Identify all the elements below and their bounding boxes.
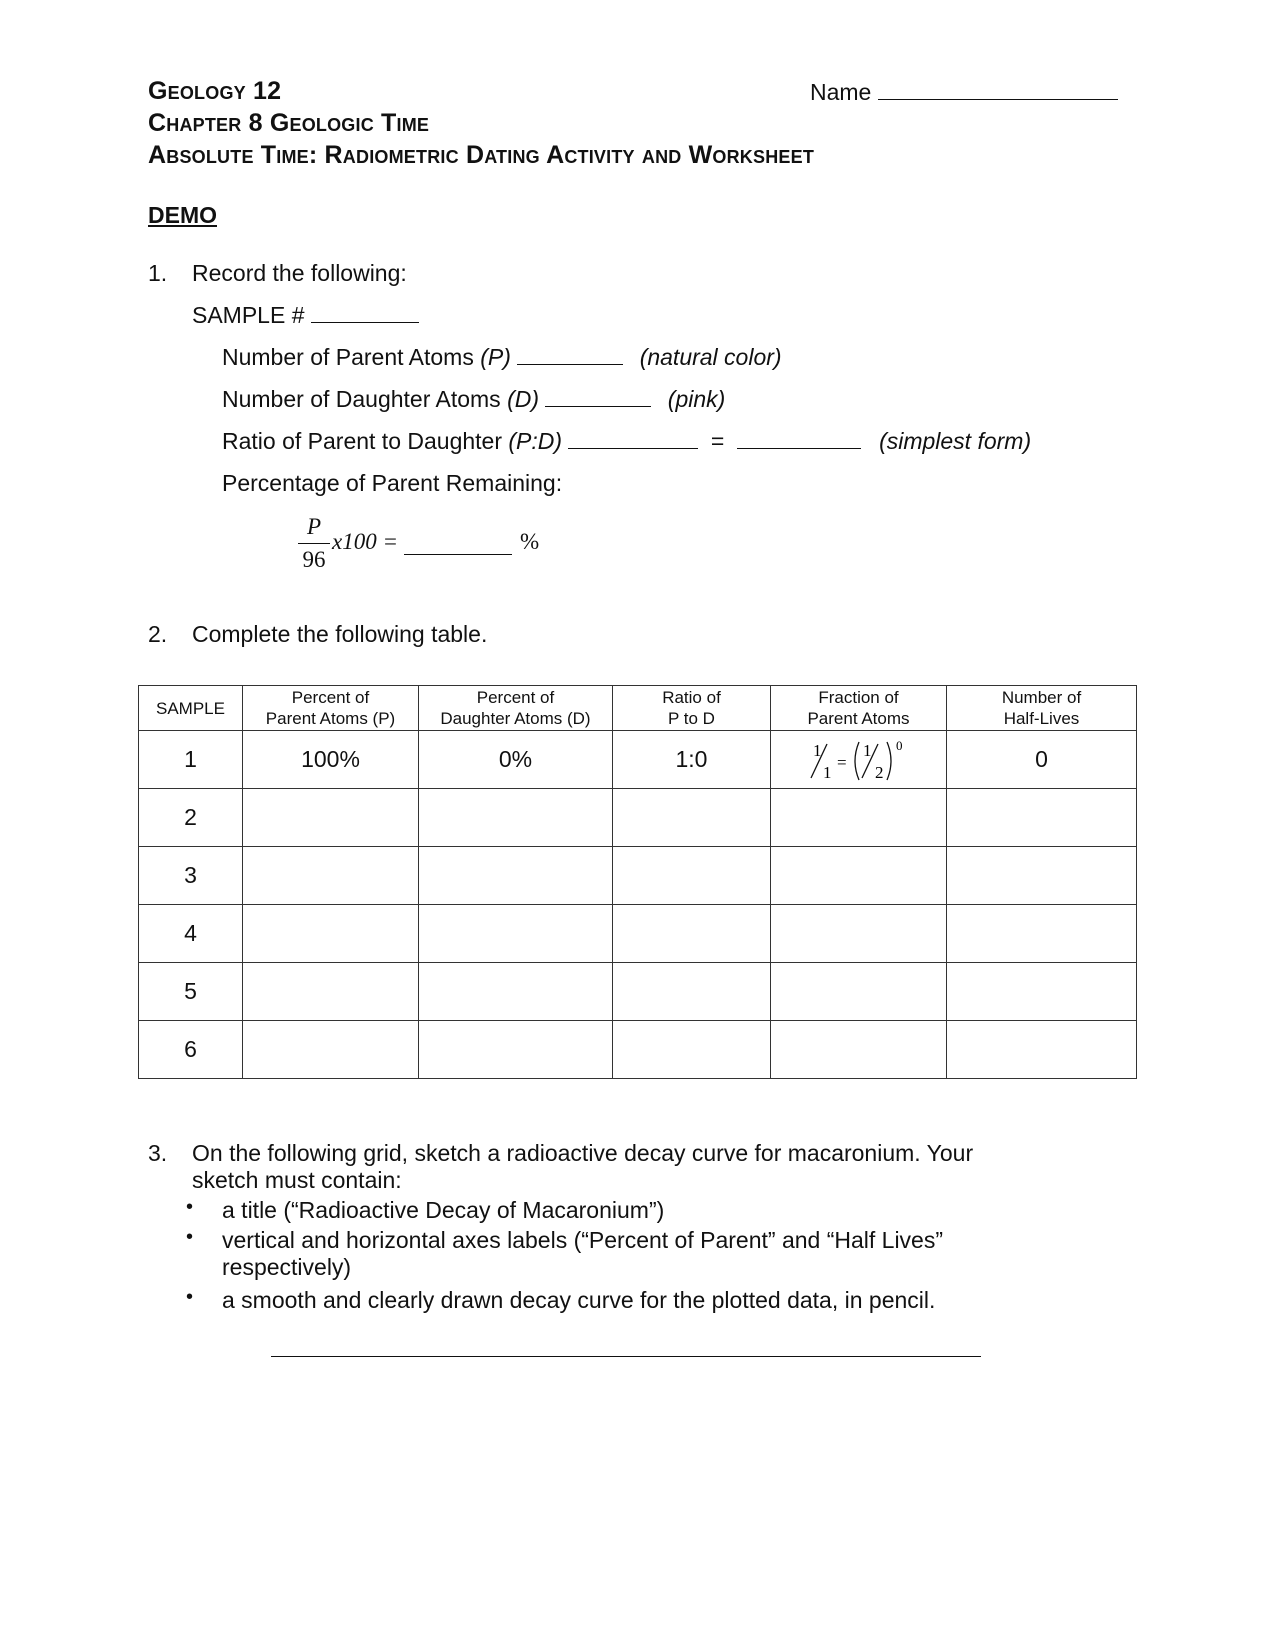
cell-half-lives[interactable] bbox=[947, 963, 1137, 1021]
cell-fraction[interactable] bbox=[771, 963, 947, 1021]
cell-half-lives[interactable] bbox=[947, 905, 1137, 963]
bullet-dot: • bbox=[186, 1286, 194, 1308]
course-title: Geology 12 bbox=[148, 77, 282, 105]
cell-fraction[interactable] bbox=[771, 847, 947, 905]
daughter-blank[interactable] bbox=[545, 386, 651, 407]
fraction-a-den: 1 bbox=[822, 762, 831, 782]
daughter-label: Number of Daughter Atoms bbox=[222, 386, 508, 412]
cell-sample: 5 bbox=[139, 963, 243, 1021]
cell-ratio[interactable]: 1:0 bbox=[613, 731, 771, 789]
name-label: Name bbox=[810, 79, 872, 105]
q3-prompt-line1: On the following grid, sketch a radioactive decay curve for macaronium. Your bbox=[192, 1140, 974, 1166]
table-header-row bbox=[139, 686, 1137, 731]
formula-multiplier: x100 = bbox=[332, 529, 398, 554]
cell-ratio[interactable] bbox=[613, 847, 771, 905]
cell-daughter[interactable] bbox=[419, 905, 613, 963]
cell-sample: 2 bbox=[139, 789, 243, 847]
header-sample: SAMPLE bbox=[139, 686, 243, 731]
cell-sample: 3 bbox=[139, 847, 243, 905]
bullet-dot: • bbox=[186, 1226, 194, 1248]
parent-atoms-field[interactable] bbox=[222, 343, 782, 371]
table-row bbox=[139, 963, 1137, 1021]
parent-blank[interactable] bbox=[517, 344, 623, 365]
q3-prompt-line2: sketch must contain: bbox=[192, 1167, 402, 1193]
ratio-equals: = bbox=[710, 428, 725, 454]
name-field[interactable] bbox=[810, 78, 1118, 106]
header-percent-parent: Percent of Parent Atoms (P) bbox=[243, 686, 419, 731]
daughter-atoms-field[interactable] bbox=[222, 385, 725, 413]
q1-prompt: Record the following: bbox=[192, 260, 407, 286]
header-ratio: Ratio of P to D bbox=[613, 686, 771, 731]
cell-sample: 6 bbox=[139, 1021, 243, 1079]
table-row bbox=[139, 789, 1137, 847]
cell-half-lives[interactable] bbox=[947, 1021, 1137, 1079]
cell-fraction[interactable] bbox=[771, 731, 947, 789]
fraction-a-num: 1 bbox=[812, 740, 821, 760]
cell-ratio[interactable] bbox=[613, 905, 771, 963]
header-half-lives: Number of Half-Lives bbox=[947, 686, 1137, 731]
ratio-blank-2[interactable] bbox=[737, 428, 861, 449]
parent-note: (natural color) bbox=[639, 344, 782, 370]
fraction-b-num: 1 bbox=[862, 740, 871, 760]
cell-parent[interactable] bbox=[243, 905, 419, 963]
cell-daughter[interactable]: 0% bbox=[419, 731, 613, 789]
ratio-var: (P:D) bbox=[508, 428, 563, 454]
q2-number: 2. bbox=[148, 621, 168, 647]
half-life-table bbox=[138, 685, 1137, 1079]
parent-var: (P) bbox=[480, 344, 511, 370]
header-percent-daughter: Percent of Daughter Atoms (D) bbox=[419, 686, 613, 731]
paren-right bbox=[887, 742, 891, 780]
formula-percent-sign: % bbox=[520, 529, 540, 554]
chapter-title: Chapter 8 Geologic Time bbox=[148, 109, 430, 137]
cell-sample: 1 bbox=[139, 731, 243, 789]
q3-bullet-curve: a smooth and clearly drawn decay curve for the plotted data, in pencil. bbox=[222, 1287, 936, 1313]
sample-blank[interactable] bbox=[311, 302, 419, 323]
fraction-exponent: 0 bbox=[895, 737, 902, 753]
formula-denominator: 96 bbox=[302, 547, 326, 572]
cell-half-lives[interactable]: 0 bbox=[947, 731, 1137, 789]
cell-fraction[interactable] bbox=[771, 789, 947, 847]
cell-sample: 4 bbox=[139, 905, 243, 963]
cell-daughter[interactable] bbox=[419, 847, 613, 905]
fraction-b-den: 2 bbox=[874, 762, 883, 782]
q2-prompt: Complete the following table. bbox=[192, 621, 488, 647]
table-row bbox=[139, 847, 1137, 905]
header-fraction: Fraction of Parent Atoms bbox=[771, 686, 947, 731]
q1-number: 1. bbox=[148, 260, 168, 286]
q3-bullet-title: a title (“Radioactive Decay of Macaronium”) bbox=[222, 1197, 665, 1223]
percent-remaining-label: Percentage of Parent Remaining: bbox=[222, 470, 563, 496]
formula-fraction-bar bbox=[298, 543, 330, 544]
cell-half-lives[interactable] bbox=[947, 847, 1137, 905]
worksheet-title: Absolute Time: Radiometric Dating Activity and Worksheet bbox=[148, 141, 815, 169]
table-row bbox=[139, 1021, 1137, 1079]
table-row bbox=[139, 731, 1137, 789]
ratio-label: Ratio of Parent to Daughter bbox=[222, 428, 509, 454]
fraction-expression bbox=[799, 736, 919, 784]
bullet-dot: • bbox=[186, 1196, 194, 1218]
cell-fraction[interactable] bbox=[771, 1021, 947, 1079]
q3-number: 3. bbox=[148, 1140, 168, 1166]
sample-label: SAMPLE # bbox=[192, 302, 305, 328]
cell-parent[interactable] bbox=[243, 963, 419, 1021]
demo-heading: DEMO bbox=[148, 202, 217, 228]
cell-ratio[interactable] bbox=[613, 963, 771, 1021]
formula-numerator: P bbox=[306, 514, 322, 539]
q3-bullet-axes: vertical and horizontal axes labels (“Percent of Parent” and “Half Lives” bbox=[222, 1227, 944, 1253]
cell-ratio[interactable] bbox=[613, 789, 771, 847]
ratio-note: (simplest form) bbox=[879, 428, 1032, 454]
parent-label: Number of Parent Atoms bbox=[222, 344, 481, 370]
graph-title-blank[interactable] bbox=[271, 1356, 981, 1357]
ratio-blank-1[interactable] bbox=[568, 428, 698, 449]
formula-blank[interactable] bbox=[404, 554, 512, 555]
name-blank[interactable] bbox=[878, 79, 1118, 100]
cell-parent[interactable] bbox=[243, 847, 419, 905]
cell-parent[interactable]: 100% bbox=[243, 731, 419, 789]
cell-fraction[interactable] bbox=[771, 905, 947, 963]
sample-number-field[interactable] bbox=[192, 301, 419, 329]
daughter-note: (pink) bbox=[667, 386, 726, 412]
cell-parent[interactable] bbox=[243, 789, 419, 847]
cell-daughter[interactable] bbox=[419, 1021, 613, 1079]
cell-daughter[interactable] bbox=[419, 789, 613, 847]
cell-ratio[interactable] bbox=[613, 1021, 771, 1079]
daughter-var: (D) bbox=[507, 386, 540, 412]
ratio-field[interactable] bbox=[222, 427, 1031, 455]
fraction-equals: = bbox=[836, 752, 847, 772]
paren-left bbox=[855, 742, 859, 780]
q3-bullet-axes-cont: respectively) bbox=[222, 1254, 352, 1280]
cell-half-lives[interactable] bbox=[947, 789, 1137, 847]
table-row bbox=[139, 905, 1137, 963]
cell-parent[interactable] bbox=[243, 1021, 419, 1079]
cell-daughter[interactable] bbox=[419, 963, 613, 1021]
